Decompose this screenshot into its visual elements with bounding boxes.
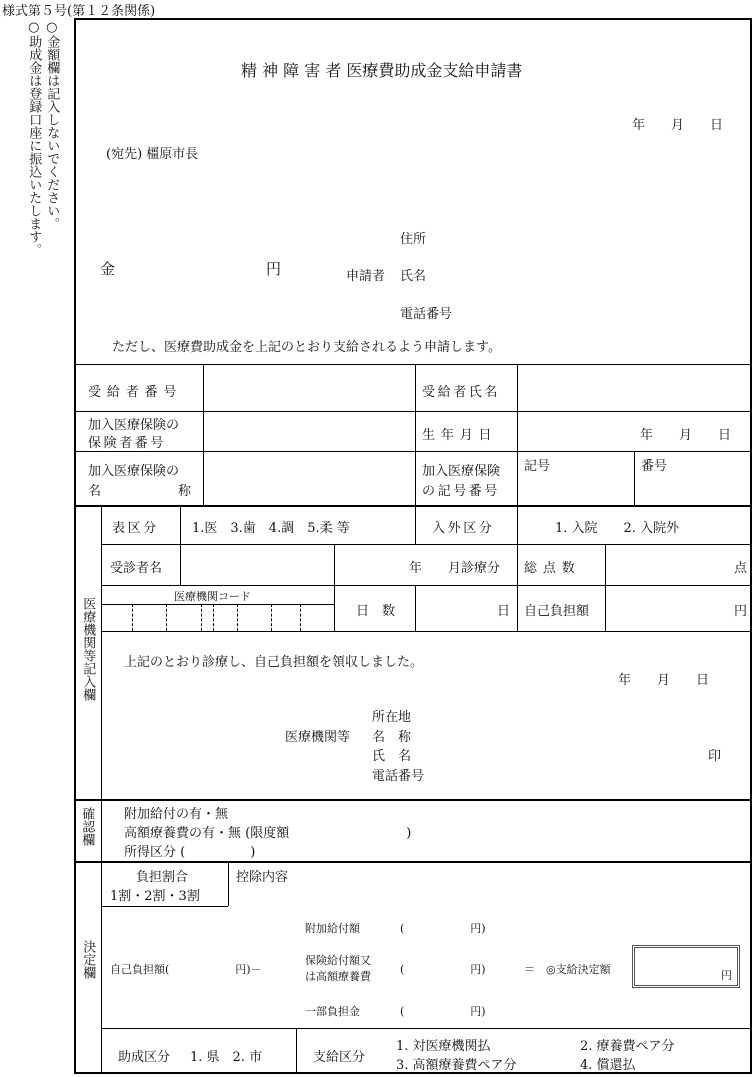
application-statement: ただし、医療費助成金を上記のとおり支給されるよう申請します。: [112, 340, 501, 355]
partial-copay-label: 一部負担金: [305, 1005, 360, 1018]
equals-sign: ＝: [524, 963, 535, 976]
symbol-number-label-2: の記号番号: [422, 484, 501, 499]
additional-benefit[interactable]: 附加給付の有・無: [124, 807, 229, 822]
insurance-amount-label-2: は高額療養費: [305, 970, 371, 983]
additional-amount-label: 附加給付額: [305, 922, 360, 935]
insurance-name-label-2b: 称: [178, 484, 192, 499]
insurance-name-field[interactable]: [205, 453, 413, 503]
grant-type-options[interactable]: 1. 県 2. 市: [190, 1050, 263, 1065]
burden-ratio-options[interactable]: 1割・2割・3割: [110, 889, 200, 904]
copay-label: 自己負担額: [524, 604, 590, 619]
amount-label: 金: [100, 260, 116, 278]
decision-side-label: 決定欄: [80, 940, 96, 979]
confirm-side-label: 確認欄: [79, 807, 95, 846]
birthdate-value[interactable]: 年 月 日: [640, 428, 732, 443]
form-frame: [74, 18, 752, 1074]
patient-name-label: 受診者名: [110, 561, 163, 576]
number-label[interactable]: 番号: [641, 459, 668, 474]
amount-yen: 円: [266, 260, 282, 278]
payment-option-2[interactable]: 2. 療養費ペア分: [580, 1039, 675, 1054]
application-date: 年 月 日: [632, 118, 724, 133]
payment-option-3[interactable]: 3. 高額療養費ペア分: [396, 1058, 517, 1073]
table-type-label: 表区分: [112, 521, 159, 536]
inout-options[interactable]: 1. 入院 2. 入院外: [555, 521, 680, 536]
location-label: 所在地: [372, 710, 412, 725]
institution-label: 医療機関等: [285, 730, 351, 745]
facility-code-field[interactable]: [103, 606, 332, 629]
copay-unit[interactable]: 円: [734, 604, 748, 619]
income-category[interactable]: 所得区分 ( ): [124, 845, 256, 860]
applicant-phone-label: 電話番号: [400, 307, 453, 322]
recipient-name-label: 受給者氏名: [422, 385, 501, 400]
decided-amount-box[interactable]: [632, 945, 740, 988]
person-label: 氏 名: [372, 749, 412, 764]
recipient-name-field[interactable]: [519, 366, 749, 409]
form-title: 精 神 障 害 者 医療費助成金支給申請書: [241, 61, 523, 80]
grant-type-label: 助成区分: [118, 1050, 171, 1065]
additional-amount-paren[interactable]: ( 円): [400, 922, 486, 935]
deduction-label: 控除内容: [236, 870, 289, 885]
form-number: 様式第５号(第１２条関係): [2, 4, 156, 19]
addressee: (宛先) 橿原市長: [106, 147, 199, 162]
total-points-label: 総点数: [524, 561, 581, 576]
receipt-date[interactable]: 年 月 日: [618, 673, 710, 688]
birthdate-label: 生年月日: [422, 428, 498, 443]
high-cost-benefit[interactable]: 高額療養費の有・無 (限度額 ): [124, 826, 412, 841]
treatment-month[interactable]: 年 月診療分: [409, 561, 501, 576]
symbol-number-label-1: 加入医療保険: [422, 464, 501, 479]
applicant-name-label: 氏名: [400, 269, 427, 284]
insurer-number-label-2: 保険者番号: [88, 436, 167, 451]
decided-amount-label: ◎支給決定額: [546, 963, 611, 976]
note-amount: ○金額欄は記入しないでください。: [44, 20, 60, 230]
patient-name-field[interactable]: [182, 546, 332, 583]
self-pay-amount[interactable]: 自己負担額( 円)－: [110, 963, 262, 976]
payment-type-label: 支給区分: [313, 1050, 366, 1065]
insurer-number-label-1: 加入医療保険の: [88, 418, 180, 433]
inout-label: 入外区分: [432, 521, 495, 536]
seal-mark[interactable]: 印: [708, 749, 722, 764]
insurance-amount-label-1: 保険給付額又: [305, 954, 371, 967]
receipt-statement: 上記のとおり診療し、自己負担額を領収しました。: [124, 655, 424, 670]
medical-side-label: 医療機関等記入欄: [80, 597, 96, 701]
partial-copay-paren[interactable]: ( 円): [400, 1005, 486, 1018]
applicant-label: 申請者: [346, 269, 386, 284]
recipient-number-field[interactable]: [205, 366, 413, 409]
payment-option-4[interactable]: 4. 償還払: [580, 1058, 636, 1073]
days-label: 日 数: [356, 604, 396, 619]
inst-phone-label: 電話番号: [372, 769, 425, 784]
recipient-number-label: 受給者番号: [88, 385, 183, 400]
note-transfer: ○助成金は登録口座に振込いたします。: [26, 20, 42, 256]
insurance-name-label-2a: 名: [88, 484, 102, 499]
inst-name-label: 名 称: [372, 730, 412, 745]
days-unit[interactable]: 日: [497, 604, 511, 619]
symbol-label[interactable]: 記号: [524, 459, 551, 474]
insurance-amount-paren[interactable]: ( 円): [400, 963, 486, 976]
applicant-address-label: 住所: [400, 232, 427, 247]
table-type-options[interactable]: 1.医 3.歯 4.調 5.柔 等: [192, 521, 350, 536]
facility-code-label: 医療機関コード: [174, 590, 251, 603]
insurance-name-label-1: 加入医療保険の: [88, 464, 180, 479]
payment-option-1[interactable]: 1. 対医療機関払: [396, 1039, 491, 1054]
insurer-number-field[interactable]: [205, 413, 413, 449]
burden-ratio-label: 負担割合: [136, 870, 189, 885]
decided-amount-yen: 円: [721, 969, 732, 982]
total-points-unit[interactable]: 点: [734, 561, 748, 576]
